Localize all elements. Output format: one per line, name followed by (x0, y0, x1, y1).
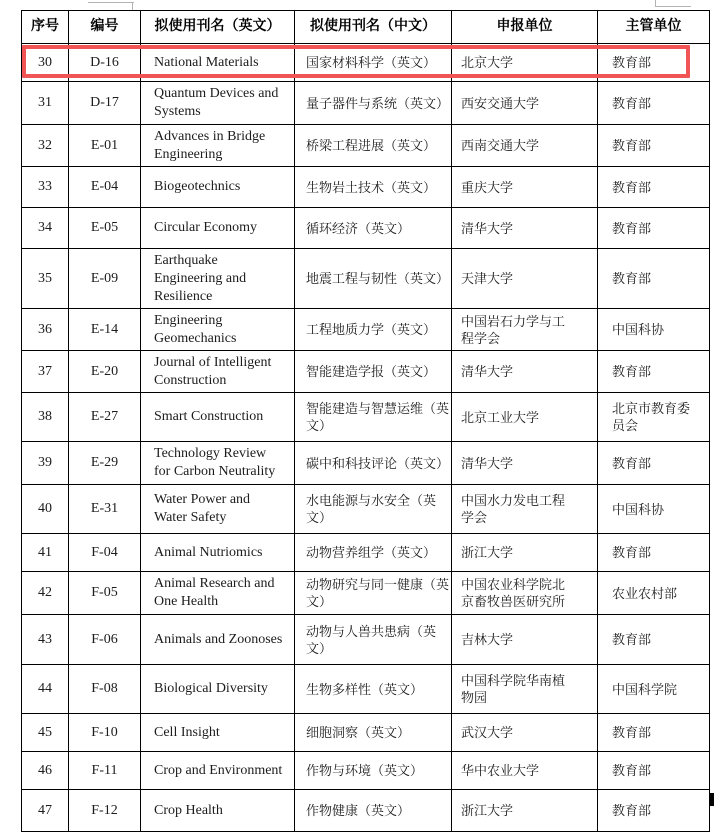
cell-code: E-01 (69, 125, 141, 167)
cell-name-zh: 地震工程与韧性（英文） (295, 249, 452, 309)
cell-seq: 47 (22, 790, 69, 832)
table-row (22, 125, 710, 167)
cell-supervisor: 中国科协 (598, 309, 710, 351)
cell-name-en: Water Power and Water Safety (141, 485, 295, 534)
cell-seq: 32 (22, 125, 69, 167)
cell-code: F-12 (69, 790, 141, 832)
cell-supervisor: 中国科协 (598, 485, 710, 534)
cell-applicant: 清华大学 (452, 442, 598, 485)
cell-seq: 38 (22, 393, 69, 442)
cell-seq: 36 (22, 309, 69, 351)
cell-applicant: 北京工业大学 (452, 393, 598, 442)
cell-seq: 42 (22, 572, 69, 615)
cell-name-zh: 智能建造学报（英文） (295, 351, 452, 393)
cell-code: E-31 (69, 485, 141, 534)
cell-seq: 39 (22, 442, 69, 485)
cell-supervisor: 农业农村部 (598, 572, 710, 615)
cell-name-en: Biogeotechnics (141, 167, 295, 208)
top-left-fragment-tick (132, 2, 133, 10)
cell-seq: 45 (22, 714, 69, 752)
header-applicant: 申报单位 (452, 11, 598, 44)
table-row (22, 752, 710, 790)
cell-supervisor: 教育部 (598, 752, 710, 790)
cell-name-zh: 作物健康（英文） (295, 790, 452, 832)
cell-applicant: 中国农业科学院北京畜牧兽医研究所 (452, 572, 598, 615)
top-right-fragment-line (655, 6, 691, 7)
cell-supervisor: 北京市教育委员会 (598, 393, 710, 442)
table-row (22, 351, 710, 393)
cell-code: E-05 (69, 208, 141, 249)
journal-table-body (22, 44, 710, 832)
cell-name-en: Animal Research and One Health (141, 572, 295, 615)
cell-applicant: 重庆大学 (452, 167, 598, 208)
cell-applicant: 清华大学 (452, 351, 598, 393)
journal-list-table-wrap (21, 10, 710, 832)
cell-code: F-04 (69, 534, 141, 572)
cell-supervisor: 教育部 (598, 714, 710, 752)
cell-applicant: 华中农业大学 (452, 752, 598, 790)
cell-supervisor: 教育部 (598, 44, 710, 82)
cell-supervisor: 中国科学院 (598, 665, 710, 714)
cell-supervisor: 教育部 (598, 167, 710, 208)
cell-code: E-29 (69, 442, 141, 485)
cell-seq: 37 (22, 351, 69, 393)
table-row (22, 615, 710, 665)
cell-applicant: 中国水力发电工程学会 (452, 485, 598, 534)
cell-supervisor: 教育部 (598, 249, 710, 309)
cell-name-zh: 循环经济（英文） (295, 208, 452, 249)
cell-seq: 41 (22, 534, 69, 572)
table-row (22, 393, 710, 442)
cell-name-zh: 桥梁工程进展（英文） (295, 125, 452, 167)
table-row-highlighted (22, 44, 710, 82)
cell-applicant: 中国岩石力学与工程学会 (452, 309, 598, 351)
cell-code: E-14 (69, 309, 141, 351)
cell-name-en: Circular Economy (141, 208, 295, 249)
header-name-en: 拟使用刊名（英文） (141, 11, 295, 44)
cell-supervisor: 教育部 (598, 208, 710, 249)
table-row (22, 534, 710, 572)
cell-supervisor: 教育部 (598, 125, 710, 167)
cell-name-en: Engineering Geomechanics (141, 309, 295, 351)
cell-seq: 34 (22, 208, 69, 249)
table-row (22, 790, 710, 832)
cell-applicant: 武汉大学 (452, 714, 598, 752)
cell-applicant: 吉林大学 (452, 615, 598, 665)
top-left-fragment-line (88, 2, 134, 3)
table-row (22, 572, 710, 615)
cell-name-zh: 动物研究与同一健康（英文） (295, 572, 452, 615)
table-row (22, 249, 710, 309)
cell-code: E-20 (69, 351, 141, 393)
cell-code: E-27 (69, 393, 141, 442)
table-row (22, 442, 710, 485)
cell-seq: 40 (22, 485, 69, 534)
cell-code: E-09 (69, 249, 141, 309)
cell-code: F-08 (69, 665, 141, 714)
cell-name-en: National Materials (141, 44, 295, 82)
cell-applicant: 西安交通大学 (452, 82, 598, 125)
cell-name-zh: 细胞洞察（英文） (295, 714, 452, 752)
cell-name-zh: 工程地质力学（英文） (295, 309, 452, 351)
cell-supervisor: 教育部 (598, 442, 710, 485)
table-row (22, 309, 710, 351)
cell-code: E-04 (69, 167, 141, 208)
header-row (22, 11, 710, 44)
cell-name-en: Cell Insight (141, 714, 295, 752)
cell-name-zh: 碳中和科技评论（英文） (295, 442, 452, 485)
cell-name-zh: 动物营养组学（英文） (295, 534, 452, 572)
cell-seq: 44 (22, 665, 69, 714)
header-supervisor: 主管单位 (598, 11, 710, 44)
cell-applicant: 浙江大学 (452, 534, 598, 572)
cell-applicant: 中国科学院华南植物园 (452, 665, 598, 714)
cell-name-zh: 智能建造与智慧运维（英文） (295, 393, 452, 442)
cell-applicant: 浙江大学 (452, 790, 598, 832)
cell-name-zh: 生物岩土技术（英文） (295, 167, 452, 208)
cell-applicant: 北京大学 (452, 44, 598, 82)
table-row (22, 665, 710, 714)
cell-name-en: Quantum Devices and Systems (141, 82, 295, 125)
cell-name-en: Journal of Intelligent Construction (141, 351, 295, 393)
table-row (22, 714, 710, 752)
table-row (22, 208, 710, 249)
cell-code: D-16 (69, 44, 141, 82)
cell-name-en: Biological Diversity (141, 665, 295, 714)
cell-name-en: Technology Review for Carbon Neutrality (141, 442, 295, 485)
cell-code: F-06 (69, 615, 141, 665)
header-code: 编号 (69, 11, 141, 44)
table-row (22, 167, 710, 208)
cell-code: F-11 (69, 752, 141, 790)
cell-name-en: Animals and Zoonoses (141, 615, 295, 665)
cell-name-zh: 量子器件与系统（英文） (295, 82, 452, 125)
cell-name-en: Animal Nutriomics (141, 534, 295, 572)
cell-name-zh: 动物与人兽共患病（英文） (295, 615, 452, 665)
cell-supervisor: 教育部 (598, 351, 710, 393)
cell-seq: 30 (22, 44, 69, 82)
right-border-mark (709, 793, 714, 806)
cell-name-zh: 国家材料科学（英文） (295, 44, 452, 82)
cell-code: F-10 (69, 714, 141, 752)
cell-name-en: Advances in Bridge Engineering (141, 125, 295, 167)
table-row (22, 82, 710, 125)
cell-name-zh: 生物多样性（英文） (295, 665, 452, 714)
cell-code: D-17 (69, 82, 141, 125)
cell-seq: 31 (22, 82, 69, 125)
cell-supervisor: 教育部 (598, 615, 710, 665)
cell-seq: 35 (22, 249, 69, 309)
cell-name-zh: 水电能源与水安全（英文） (295, 485, 452, 534)
cell-applicant: 西南交通大学 (452, 125, 598, 167)
cell-supervisor: 教育部 (598, 82, 710, 125)
header-name-zh: 拟使用刊名（中文） (295, 11, 452, 44)
cell-name-zh: 作物与环境（英文） (295, 752, 452, 790)
cell-applicant: 天津大学 (452, 249, 598, 309)
cell-name-en: Crop and Environment (141, 752, 295, 790)
cell-name-en: Crop Health (141, 790, 295, 832)
cell-seq: 43 (22, 615, 69, 665)
journal-list-table (21, 10, 710, 832)
cell-name-en: Earthquake Engineering and Resilience (141, 249, 295, 309)
cell-supervisor: 教育部 (598, 790, 710, 832)
cell-seq: 46 (22, 752, 69, 790)
cell-seq: 33 (22, 167, 69, 208)
table-row (22, 485, 710, 534)
cell-supervisor: 教育部 (598, 534, 710, 572)
cell-applicant: 清华大学 (452, 208, 598, 249)
cell-name-en: Smart Construction (141, 393, 295, 442)
header-seq: 序号 (22, 11, 69, 44)
cell-code: F-05 (69, 572, 141, 615)
